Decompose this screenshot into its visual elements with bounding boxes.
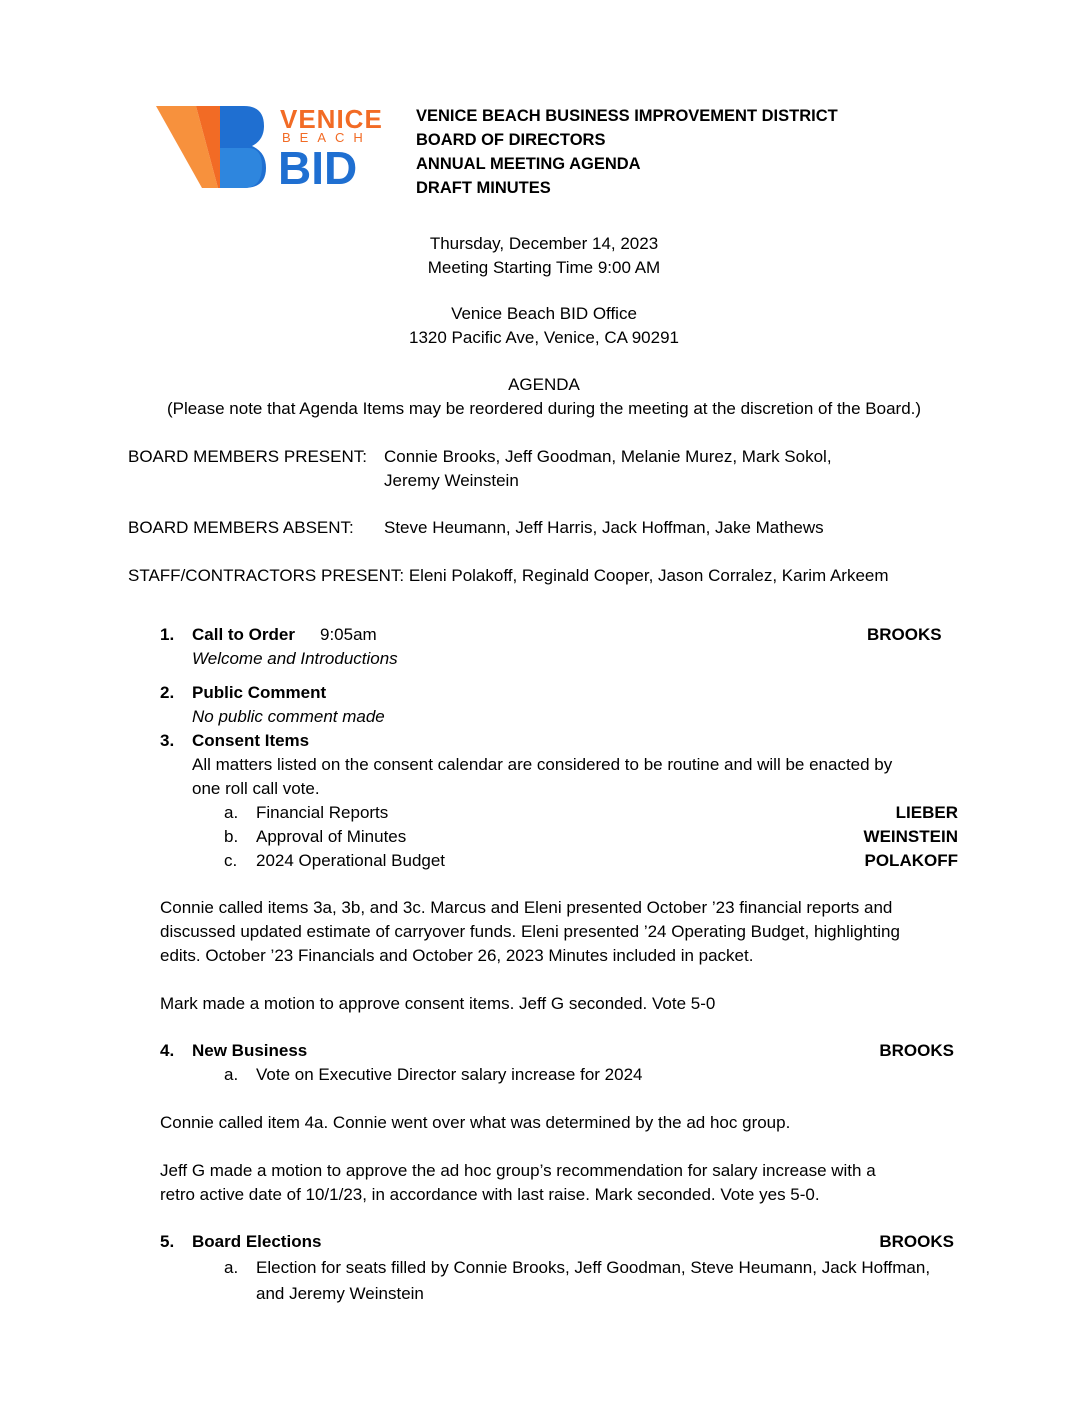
absent-label: BOARD MEMBERS ABSENT: xyxy=(128,518,354,537)
item-3-motion: Mark made a motion to approve consent items. Jeff G seconded. Vote 5-0 xyxy=(160,994,716,1013)
item-3-desc-line1: All matters listed on the consent calendar are considered to be routine and will be enacted by xyxy=(192,755,893,774)
item-5-number: 5. xyxy=(160,1232,175,1251)
meeting-date: Thursday, December 14, 2023 xyxy=(429,234,659,253)
item-1-number: 1. xyxy=(160,625,175,644)
item-1-note: Welcome and Introductions xyxy=(192,649,398,668)
item-3-number: 3. xyxy=(160,731,175,750)
logo-beach-text: BEACH xyxy=(282,130,372,145)
item-3a-lead: LIEBER xyxy=(895,803,958,822)
item-1-title: Call to Order xyxy=(192,625,295,644)
header-draft: DRAFT MINUTES xyxy=(416,179,551,197)
item-5-lead: BROOKS xyxy=(879,1232,954,1251)
item-3b-lead: WEINSTEIN xyxy=(863,827,958,846)
item-2-note: No public comment made xyxy=(192,707,385,726)
meeting-location-name: Venice Beach BID Office xyxy=(451,304,637,323)
logo-venice-text: VENICE xyxy=(280,104,383,134)
agenda-title: AGENDA xyxy=(508,375,580,394)
item-3a-letter: a. xyxy=(224,803,239,822)
present-label: BOARD MEMBERS PRESENT: xyxy=(128,447,367,466)
item-3-minutes-line3: edits. October ’23 Financials and October 26, 2023 Minutes included in packet. xyxy=(160,946,754,965)
item-3-desc-line2: one roll call vote. xyxy=(192,779,320,798)
item-5a-label-line1: Election for seats filled by Connie Brooks, Jeff Goodman, Steve Heumann, Jack Hoffman, xyxy=(256,1258,931,1277)
item-3-minutes-line1: Connie called items 3a, 3b, and 3c. Marcus and Eleni presented October ’23 financial reports and xyxy=(160,898,893,917)
item-4-title: New Business xyxy=(192,1041,308,1060)
logo-bid-text: BID xyxy=(278,142,358,194)
item-3-minutes-line2: discussed updated estimate of carryover funds. Eleni presented ’24 Operating Budget, highlighting xyxy=(160,922,900,941)
present-names-line2: Jeremy Weinstein xyxy=(384,471,519,490)
document-header xyxy=(416,104,838,200)
item-2-number: 2. xyxy=(160,683,175,702)
header-org: VENICE BEACH BUSINESS IMPROVEMENT DISTRICT xyxy=(416,107,838,125)
item-4-minutes: Connie called item 4a. Connie went over what was determined by the ad hoc group. xyxy=(160,1113,791,1132)
present-names-line1: Connie Brooks, Jeff Goodman, Melanie Murez, Mark Sokol, xyxy=(384,447,832,466)
absent-names: Steve Heumann, Jeff Harris, Jack Hoffman, Jake Mathews xyxy=(384,518,824,537)
item-5-title: Board Elections xyxy=(192,1232,322,1251)
item-3b-letter: b. xyxy=(224,827,239,846)
header-board: BOARD OF DIRECTORS xyxy=(416,131,606,149)
item-4-number: 4. xyxy=(160,1041,175,1060)
item-3c-label: 2024 Operational Budget xyxy=(256,851,446,870)
agenda-note: (Please note that Agenda Items may be reordered during the meeting at the discretion of the Board.) xyxy=(166,399,922,418)
item-4a-letter: a. xyxy=(224,1065,239,1084)
item-3-title: Consent Items xyxy=(192,731,310,750)
meeting-start-time: Meeting Starting Time 9:00 AM xyxy=(427,258,661,277)
item-5a-label-line2: and Jeremy Weinstein xyxy=(256,1284,424,1303)
item-4-motion-line1: Jeff G made a motion to approve the ad hoc group’s recommendation for salary increase with a xyxy=(160,1161,876,1180)
staff-present: STAFF/CONTRACTORS PRESENT: Eleni Polakoff, Reginald Cooper, Jason Corralez, Karim Arkeem xyxy=(128,566,889,585)
item-3c-lead: POLAKOFF xyxy=(864,851,958,870)
venice-beach-bid-logo xyxy=(156,104,384,192)
header-meeting-type: ANNUAL MEETING AGENDA xyxy=(416,155,641,173)
item-3c-letter: c. xyxy=(224,851,238,870)
item-1-time: 9:05am xyxy=(320,625,377,644)
item-1-lead: BROOKS xyxy=(867,625,942,644)
meeting-location-address: 1320 Pacific Ave, Venice, CA 90291 xyxy=(409,328,679,347)
item-3b-label: Approval of Minutes xyxy=(256,827,407,846)
item-5a-letter: a. xyxy=(224,1258,239,1277)
item-4a-label: Vote on Executive Director salary increase for 2024 xyxy=(256,1065,643,1084)
item-4-motion-line2: retro active date of 10/1/23, in accordance with last raise. Mark seconded. Vote yes 5-0. xyxy=(160,1185,820,1204)
item-2-title: Public Comment xyxy=(192,683,327,702)
item-4-lead: BROOKS xyxy=(879,1041,954,1060)
item-3a-label: Financial Reports xyxy=(256,803,389,822)
